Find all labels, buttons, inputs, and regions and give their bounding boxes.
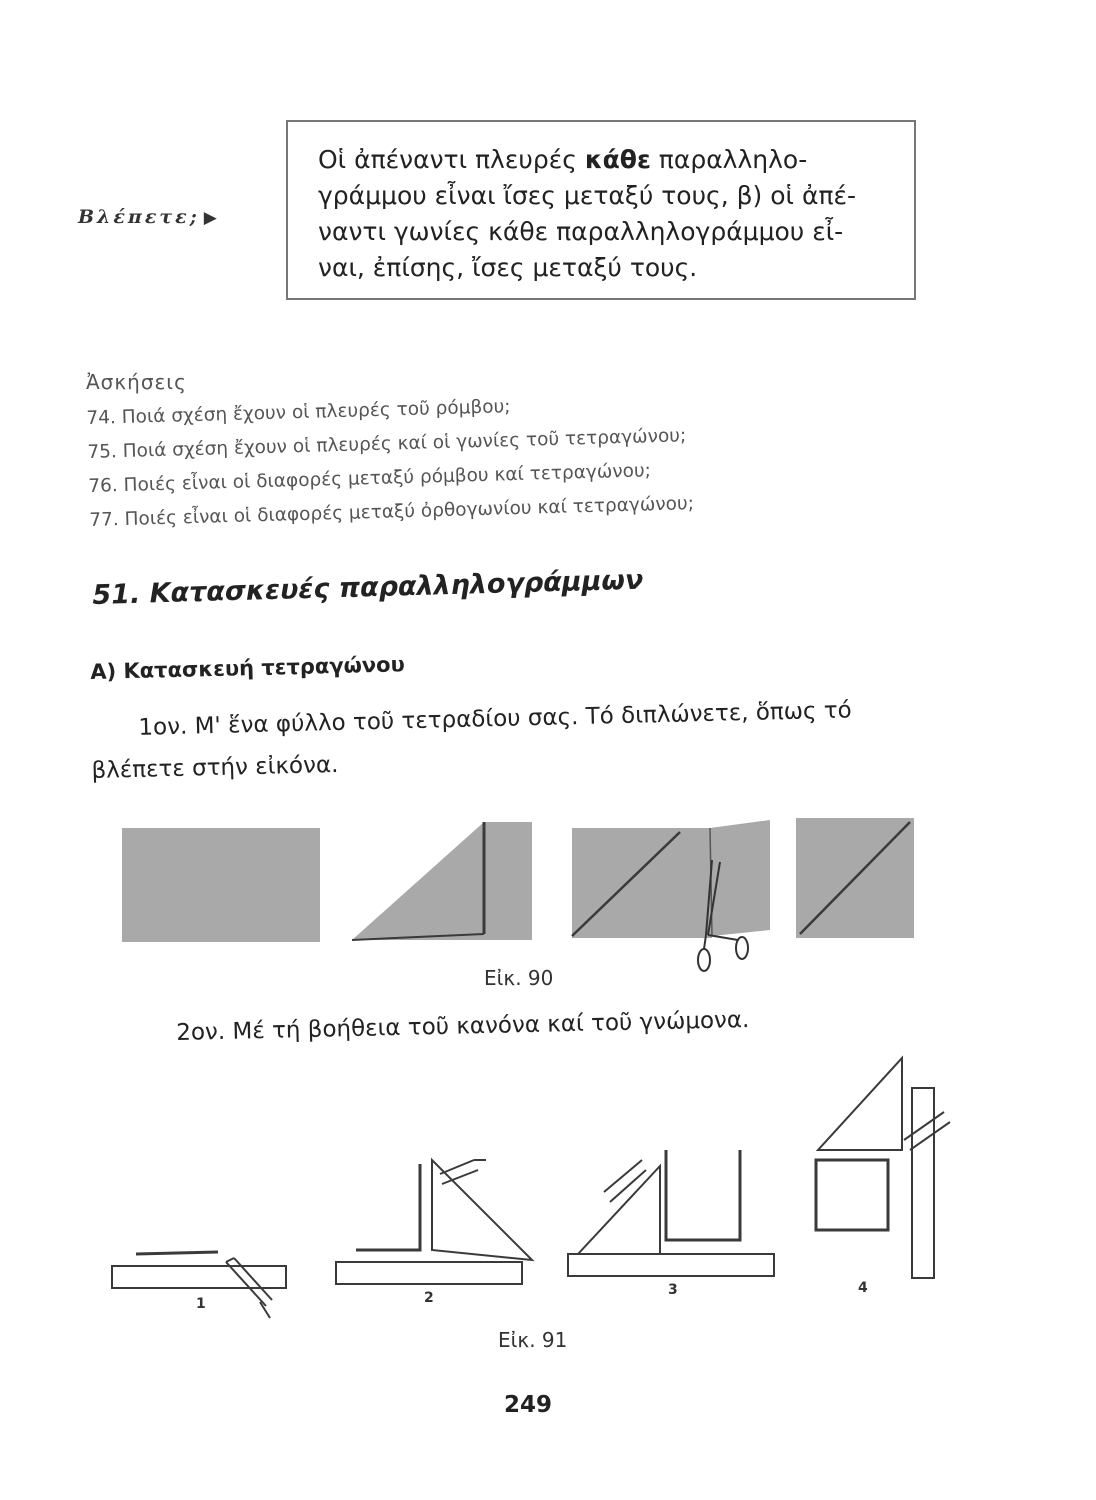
folded-sheet-1 [122,828,320,942]
side-label [78,206,217,228]
box-line-4: ναι, ἐπίσης, ἴσες μεταξύ τους. [318,253,698,282]
figure-90-caption: Εἰκ. 90 [484,966,554,990]
exercise-item: 74. Ποιά σχέση ἔχουν οἱ πλευρές τοῦ ρόμβου; [86,396,511,429]
panel-label-1: 1 [196,1296,206,1312]
drawn-lines-3 [666,1150,740,1240]
set-square-3 [578,1166,660,1254]
section-title: 51. Κατασκευές παραλληλογράμμων [92,564,644,611]
set-square-2 [432,1160,532,1260]
ruler-2 [336,1262,522,1284]
box-line-1: Οἱ ἀπέναντι πλευρές κάθε παραλληλο- [318,145,808,174]
highlight-box [286,120,916,300]
panel-label-3: 3 [668,1282,678,1298]
ruler-1 [112,1266,286,1288]
square-sheet-4 [796,818,914,938]
exercises-title: Ἀσκήσεις [86,370,187,394]
step-1-line-2: βλέπετε στήν εἰκόνα. [91,751,339,784]
set-square-4 [818,1058,902,1150]
folded-sheet-2-square [484,822,532,940]
pencil-icon-1 [226,1258,272,1318]
step-1-line-1: 1ον. Μ' ἕνα φύλλο τοῦ τετραδίου σας. Τό διπλώνετε, ὅπως τό [138,697,853,741]
step-2-text: 2ον. Μέ τή βοήθεια τοῦ κανόνα καί τοῦ γνώμονα. [176,1006,750,1046]
step-1-text [90,687,962,792]
drawn-right-angle-2 [356,1164,420,1250]
drawn-line-1 [136,1252,218,1254]
side-label-text: Βλέπετε; [78,206,200,228]
ruler-4 [912,1088,934,1278]
panel-label-2: 2 [424,1290,434,1306]
subsection-title: Α) Κατασκευή τετραγώνου [90,652,406,684]
pencil-icon-2 [440,1160,486,1184]
exercise-item: 77. Ποιές εἶναι οἱ διαφορές μεταξύ ὀρθογωνίου καί τετραγώνου; [89,493,695,531]
exercise-item: 76. Ποιές εἶναι οἱ διαφορές μεταξύ ρόμβου καί τετραγώνου; [88,460,652,497]
box-line-3: ναντι γωνίες κάθε παραλληλογράμμου εἶ- [318,217,844,246]
pencil-icon-4 [904,1112,950,1150]
ruler-3 [568,1254,774,1276]
folded-sheet-2 [352,822,484,940]
drawn-square-4 [816,1160,888,1230]
panel-label-4: 4 [858,1280,868,1296]
box-line-2: γράμμου εἶναι ἴσες μεταξύ τους, β) οἱ ἀπέ- [318,181,857,210]
folded-sheet-3 [572,828,712,938]
pointer-icon: ▶ [203,208,217,228]
figure-91-caption: Εἰκ. 91 [498,1328,568,1352]
page-number: 249 [504,1392,553,1418]
exercise-list [86,379,929,538]
scissors-icon [698,860,748,971]
exercise-item: 75. Ποιά σχέση ἔχουν οἱ πλευρές καί οἱ γωνίες τοῦ τετραγώνου; [87,425,687,463]
pencil-icon-3 [604,1160,646,1202]
bold-word: κάθε [584,145,651,174]
